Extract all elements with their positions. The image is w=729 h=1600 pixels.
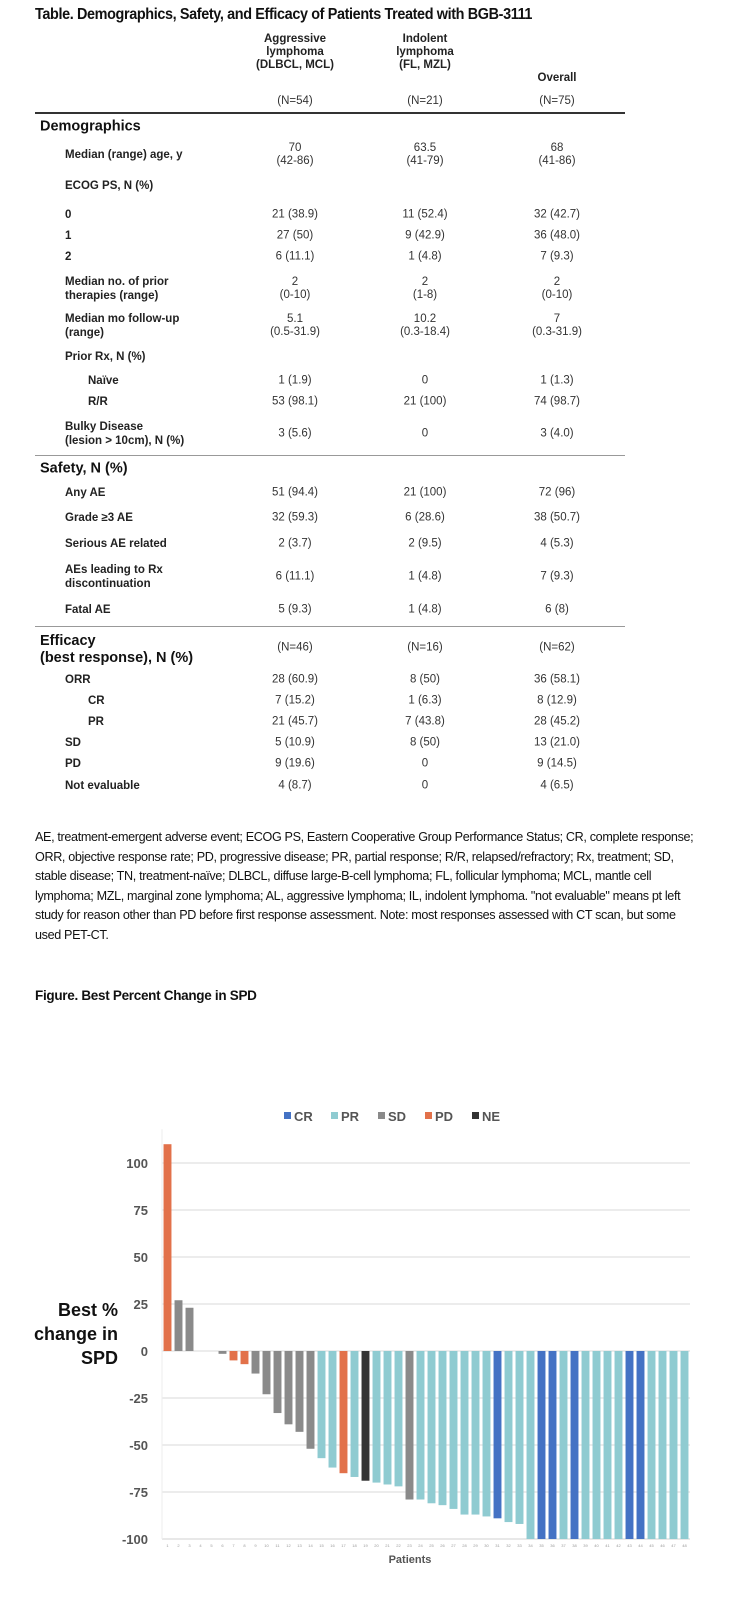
section-divider <box>35 626 625 627</box>
y-axis-title: Best % change in SPD <box>33 1300 118 1368</box>
waterfall-chart <box>0 1090 729 1590</box>
cell-value: 1 (1.3) <box>540 374 574 387</box>
bar-patient-40 <box>593 1351 601 1539</box>
row-label: Median mo follow-up (range) <box>65 313 180 339</box>
section-divider <box>35 455 625 456</box>
cell-value: 13 (21.0) <box>533 736 581 749</box>
legend-swatch-cr <box>284 1112 291 1119</box>
x-tick-label: 35 <box>539 1543 544 1548</box>
row-label: Median no. of prior therapies (range) <box>65 276 169 302</box>
y-tick-label: -75 <box>129 1485 148 1500</box>
bar-patient-16 <box>329 1351 337 1468</box>
row-label: 2 <box>65 251 72 263</box>
cell-value: (N=46) <box>277 641 313 654</box>
header-divider <box>35 112 625 114</box>
y-tick-label: 100 <box>126 1156 148 1171</box>
cell-value: 2 (9.5) <box>408 537 442 550</box>
bar-patient-44 <box>637 1351 645 1539</box>
x-tick-label: 28 <box>462 1543 467 1548</box>
row-label: PD <box>65 758 81 770</box>
cell-value: 0 <box>421 757 429 770</box>
bar-patient-25 <box>428 1351 436 1503</box>
cell-value: 70 (42-86) <box>276 142 314 167</box>
cell-value: 11 (52.4) <box>402 208 448 221</box>
bar-patient-46 <box>659 1351 667 1539</box>
bar-patient-34 <box>527 1351 535 1539</box>
bar-patient-27 <box>450 1351 458 1509</box>
bar-patient-6 <box>219 1351 227 1354</box>
x-tick-label: 36 <box>550 1543 555 1548</box>
cell-value: 6 (11.1) <box>275 250 315 263</box>
column-header-overall: Overall <box>537 72 577 84</box>
x-tick-label: 2 <box>177 1543 180 1548</box>
bar-patient-39 <box>582 1351 590 1539</box>
x-tick-label: 10 <box>264 1543 269 1548</box>
bar-patient-32 <box>505 1351 513 1522</box>
x-tick-label: 39 <box>583 1543 588 1548</box>
row-label: Any AE <box>65 487 106 499</box>
bar-patient-43 <box>626 1351 634 1539</box>
row-label: Median (range) age, y <box>65 149 183 161</box>
column-n-aggressive: (N=54) <box>277 95 313 107</box>
legend-label-ne: NE <box>482 1109 501 1124</box>
cell-value: 8 (12.9) <box>537 694 577 707</box>
row-label: Efficacy (best response), N (%) <box>40 633 194 666</box>
cell-value: 72 (96) <box>538 486 576 499</box>
x-tick-label: 18 <box>352 1543 357 1548</box>
x-tick-label: 3 <box>188 1543 191 1548</box>
bar-patient-1 <box>164 1144 172 1351</box>
row-label: ECOG PS, N (%) <box>65 180 154 192</box>
row-label: PR <box>88 716 104 728</box>
cell-value: 27 (50) <box>276 229 314 242</box>
legend-swatch-ne <box>472 1112 479 1119</box>
bar-patient-35 <box>538 1351 546 1539</box>
cell-value: 28 (60.9) <box>271 673 319 686</box>
table-title: Table. Demographics, Safety, and Efficacy of Patients Treated with BGB-3111 <box>35 6 533 23</box>
row-label: Demographics <box>40 118 141 135</box>
cell-value: 38 (50.7) <box>533 511 581 524</box>
cell-value: 10.2 (0.3-18.4) <box>400 313 450 338</box>
bar-patient-41 <box>604 1351 612 1539</box>
cell-value: 6 (8) <box>545 603 569 616</box>
cell-value: 21 (45.7) <box>271 715 319 728</box>
row-label: Bulky Disease (lesion > 10cm), N (%) <box>65 421 185 447</box>
row-label: Prior Rx, N (%) <box>65 351 146 363</box>
cell-value: 36 (48.0) <box>533 229 581 242</box>
x-tick-label: 29 <box>473 1543 478 1548</box>
cell-value: 63.5 (41-79) <box>406 142 444 167</box>
bar-patient-19 <box>362 1351 370 1481</box>
legend-swatch-pd <box>425 1112 432 1119</box>
x-tick-label: 45 <box>649 1543 654 1548</box>
cell-value: 0 <box>421 374 429 387</box>
bar-patient-31 <box>494 1351 502 1518</box>
row-label: 1 <box>65 230 72 242</box>
bar-patient-36 <box>549 1351 557 1539</box>
legend-label-sd: SD <box>388 1109 407 1124</box>
x-tick-label: 15 <box>319 1543 324 1548</box>
x-tick-label: 34 <box>528 1543 533 1548</box>
x-tick-label: 30 <box>484 1543 489 1548</box>
cell-value: 21 (38.9) <box>271 208 319 221</box>
row-label: Grade ≥3 AE <box>65 512 133 524</box>
cell-value: 1 (4.8) <box>408 603 442 616</box>
cell-value: 21 (100) <box>403 486 447 499</box>
column-n-overall: (N=75) <box>539 95 575 107</box>
x-tick-label: 37 <box>561 1543 566 1548</box>
cell-value: 3 (4.0) <box>540 427 574 440</box>
bar-patient-2 <box>175 1300 183 1351</box>
footnote: AE, treatment-emergent adverse event; ECOG PS, Eastern Cooperative Group Performance Status; CR, complete response; ORR, objective response rate; PD, progressive disease; PR, partial response; R/R, relapsed/refractory; Rx, treatment; SD, stable disease; TN, treatment-naïve; DLBCL, diffuse large-B-cell lymphoma; FL, follicular lymphoma; MCL, mantle cell lymphoma; MZL, marginal zone lymphoma; AL, aggressive lymphoma; IL, indolent lymphoma. "not evaluable" means pt left study for reason other than PD before first response assessment. Note: most responses assessed with CT scan, but some used PET-CT. <box>35 830 694 942</box>
cell-value: 9 (14.5) <box>537 757 577 770</box>
x-tick-label: 27 <box>451 1543 456 1548</box>
cell-value: 5.1 (0.5-31.9) <box>270 313 320 338</box>
x-tick-label: 19 <box>363 1543 368 1548</box>
cell-value: 36 (58.1) <box>533 673 581 686</box>
y-tick-label: -25 <box>129 1391 148 1406</box>
cell-value: 74 (98.7) <box>533 395 581 408</box>
cell-value: 32 (59.3) <box>271 511 319 524</box>
x-tick-label: 21 <box>385 1543 390 1548</box>
x-tick-label: 41 <box>605 1543 610 1548</box>
y-tick-label: 75 <box>133 1203 148 1218</box>
x-tick-label: 31 <box>495 1543 500 1548</box>
y-tick-label: -50 <box>129 1438 148 1453</box>
x-tick-label: 8 <box>243 1543 246 1548</box>
cell-value: 28 (45.2) <box>533 715 581 728</box>
row-label: Not evaluable <box>65 780 140 792</box>
cell-value: 5 (9.3) <box>278 603 312 616</box>
figure-title: Figure. Best Percent Change in SPD <box>35 988 257 1003</box>
x-tick-label: 32 <box>506 1543 511 1548</box>
cell-value: (N=16) <box>407 641 443 654</box>
legend-swatch-pr <box>331 1112 338 1119</box>
row-label: SD <box>65 737 81 749</box>
cell-value: 6 (11.1) <box>275 570 315 583</box>
bar-patient-38 <box>571 1351 579 1539</box>
bar-patient-7 <box>230 1351 238 1360</box>
cell-value: 3 (5.6) <box>278 427 312 440</box>
x-tick-label: 40 <box>594 1543 599 1548</box>
cell-value: 8 (50) <box>409 736 441 749</box>
bar-patient-47 <box>670 1351 678 1539</box>
row-label: 0 <box>65 209 72 221</box>
cell-value: 7 (9.3) <box>540 570 574 583</box>
x-tick-label: 5 <box>210 1543 213 1548</box>
x-tick-label: 48 <box>682 1543 687 1548</box>
x-tick-label: 20 <box>374 1543 379 1548</box>
x-tick-label: 24 <box>418 1543 423 1548</box>
x-tick-label: 12 <box>286 1543 291 1548</box>
bar-patient-37 <box>560 1351 568 1539</box>
x-tick-label: 46 <box>660 1543 665 1548</box>
x-tick-label: 16 <box>330 1543 335 1548</box>
column-header-aggressive: Aggressive lymphoma (DLBCL, MCL) <box>256 33 334 71</box>
cell-value: 0 <box>421 427 429 440</box>
bar-patient-18 <box>351 1351 359 1477</box>
cell-value: 4 (8.7) <box>278 779 312 792</box>
cell-value: 5 (10.9) <box>275 736 315 749</box>
cell-value: 7 (0.3-31.9) <box>532 313 582 338</box>
bar-patient-26 <box>439 1351 447 1505</box>
y-tick-label: 0 <box>140 1344 148 1359</box>
x-tick-label: 43 <box>627 1543 632 1548</box>
cell-value: 7 (15.2) <box>275 694 315 707</box>
x-axis-title: Patients <box>388 1554 432 1566</box>
row-label: AEs leading to Rx discontinuation <box>65 564 163 590</box>
y-tick-label: 50 <box>133 1250 148 1265</box>
y-tick-label: 25 <box>133 1297 148 1312</box>
bar-patient-3 <box>186 1308 194 1351</box>
bar-patient-28 <box>461 1351 469 1515</box>
bar-patient-15 <box>318 1351 326 1458</box>
row-label: ORR <box>65 674 91 686</box>
legend-label-pr: PR <box>341 1109 360 1124</box>
x-tick-label: 26 <box>440 1543 445 1548</box>
cell-value: 51 (94.4) <box>271 486 319 499</box>
legend-label-cr: CR <box>294 1109 313 1124</box>
x-tick-label: 1 <box>166 1543 169 1548</box>
x-tick-label: 9 <box>254 1543 257 1548</box>
bar-patient-48 <box>681 1351 689 1539</box>
x-tick-label: 13 <box>297 1543 302 1548</box>
cell-value: 9 (19.6) <box>275 757 315 770</box>
bar-patient-42 <box>615 1351 623 1539</box>
cell-value: 68 (41-86) <box>538 142 576 167</box>
cell-value: 53 (98.1) <box>271 395 319 408</box>
legend-swatch-sd <box>378 1112 385 1119</box>
bar-patient-13 <box>296 1351 304 1432</box>
x-tick-label: 6 <box>221 1543 224 1548</box>
bar-patient-20 <box>373 1351 381 1483</box>
cell-value: 1 (6.3) <box>408 694 442 707</box>
cell-value: 7 (43.8) <box>405 715 445 728</box>
cell-value: 2 (1-8) <box>412 276 438 301</box>
cell-value: 4 (5.3) <box>540 537 574 550</box>
y-tick-label: -100 <box>121 1532 148 1547</box>
cell-value: 32 (42.7) <box>533 208 581 221</box>
x-tick-label: 33 <box>517 1543 522 1548</box>
x-tick-label: 38 <box>572 1543 577 1548</box>
row-label: Serious AE related <box>65 538 167 550</box>
cell-value: 2 (0-10) <box>279 276 311 301</box>
cell-value: 8 (50) <box>409 673 441 686</box>
x-tick-label: 4 <box>199 1543 202 1548</box>
cell-value: 7 (9.3) <box>540 250 574 263</box>
bar-patient-9 <box>252 1351 260 1374</box>
cell-value: 4 (6.5) <box>540 779 574 792</box>
bar-patient-45 <box>648 1351 656 1539</box>
x-tick-label: 22 <box>396 1543 401 1548</box>
bar-patient-12 <box>285 1351 293 1424</box>
row-label: R/R <box>88 396 108 408</box>
cell-value: 1 (1.9) <box>278 374 312 387</box>
cell-value: 2 (0-10) <box>541 276 573 301</box>
cell-value: (N=62) <box>539 641 575 654</box>
x-tick-label: 25 <box>429 1543 434 1548</box>
bar-patient-30 <box>483 1351 491 1516</box>
bar-patient-11 <box>274 1351 282 1413</box>
row-label: Safety, N (%) <box>40 460 128 477</box>
bar-patient-21 <box>384 1351 392 1484</box>
x-tick-label: 23 <box>407 1543 412 1548</box>
bar-patient-8 <box>241 1351 249 1364</box>
cell-value: 21 (100) <box>403 395 447 408</box>
cell-value: 1 (4.8) <box>408 250 442 263</box>
bar-patient-23 <box>406 1351 414 1500</box>
bar-patient-10 <box>263 1351 271 1394</box>
bar-patient-29 <box>472 1351 480 1515</box>
bar-patient-22 <box>395 1351 403 1486</box>
legend-label-pd: PD <box>435 1109 454 1124</box>
x-tick-label: 17 <box>341 1543 346 1548</box>
cell-value: 2 (3.7) <box>278 537 312 550</box>
x-tick-label: 7 <box>232 1543 235 1548</box>
x-tick-label: 47 <box>671 1543 676 1548</box>
cell-value: 9 (42.9) <box>405 229 445 242</box>
x-tick-label: 14 <box>308 1543 313 1548</box>
row-label: Naïve <box>88 375 119 387</box>
bar-patient-14 <box>307 1351 315 1449</box>
column-header-indolent: Indolent lymphoma (FL, MZL) <box>396 33 454 71</box>
x-tick-label: 42 <box>616 1543 621 1548</box>
column-n-indolent: (N=21) <box>407 95 443 107</box>
bar-patient-17 <box>340 1351 348 1473</box>
bar-patient-33 <box>516 1351 524 1524</box>
row-label: CR <box>88 695 105 707</box>
x-tick-label: 11 <box>275 1543 280 1548</box>
cell-value: 0 <box>421 779 429 792</box>
x-tick-label: 44 <box>638 1543 643 1548</box>
row-label: Fatal AE <box>65 604 111 616</box>
cell-value: 1 (4.8) <box>408 570 442 583</box>
bar-patient-24 <box>417 1351 425 1500</box>
cell-value: 6 (28.6) <box>405 511 445 524</box>
